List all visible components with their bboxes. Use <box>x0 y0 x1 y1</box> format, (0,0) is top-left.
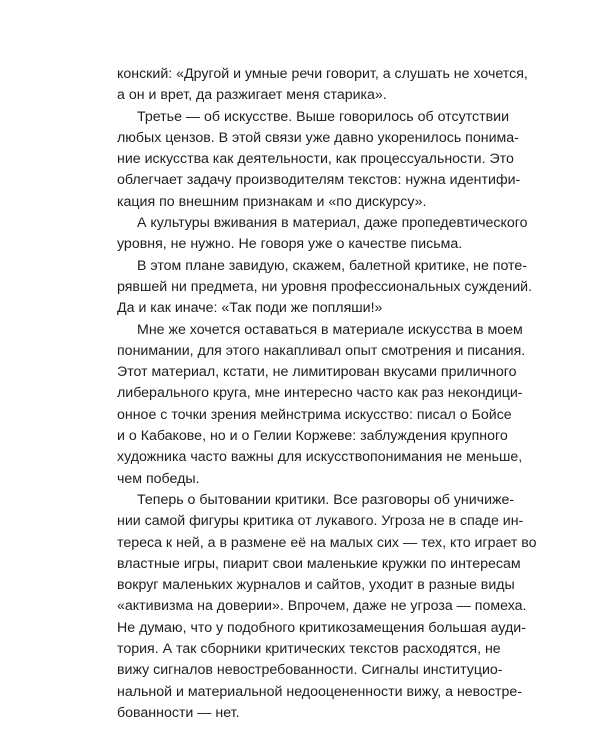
text-line: либерального круга, мне интересно часто как раз некондици- <box>117 385 523 402</box>
text-line: властные игры, пиарит свои маленькие кружки по интересам <box>117 555 521 572</box>
text-line: уровня, не нужно. Не говоря уже о качестве письма. <box>117 236 463 253</box>
text-line: А культуры вживания в материал, даже пропедевтического <box>137 215 528 232</box>
text-line: нальной и материальной недооцененности вижу, а невостре- <box>117 683 523 700</box>
text-line: Третье — об искусстве. Выше говорилось об отсутствии <box>137 108 509 125</box>
text-line: «активизма на доверии». Впрочем, даже не угроза — помеха. <box>117 598 527 615</box>
text-line: конский: «Другой и умные речи говорит, а слушать не хочется, <box>117 66 528 82</box>
text-line: тереса к ней, а в размене её на малых сих — тех, кто играет во <box>117 534 537 551</box>
text-line: вижу сигналов невостребованности. Сигналы институцио- <box>117 662 503 679</box>
text-line: художника часто важны для искусствопонимания не меньше, <box>117 449 523 466</box>
text-line: онное с точки зрения мейнстрима искусство: писал о Бойсе <box>117 406 512 423</box>
text-line: В этом плане завидую, скажем, балетной критике, не поте- <box>137 257 527 274</box>
text-line: вокруг маленьких журналов и сайтов, уходит в разные виды <box>117 577 515 594</box>
text-line: Не думаю, что у подобного критикозамещения большая ауди- <box>117 619 526 636</box>
text-line: Теперь о бытовании критики. Все разговоры об уничиже- <box>137 491 515 508</box>
text-line: и о Кабакове, но и о Гелии Коржеве: заблуждения крупного <box>117 428 508 445</box>
text-line: кация по внешним признакам и «по дискурсу». <box>117 193 427 210</box>
text-line: облегчает задачу производителям текстов: нужна идентифи- <box>117 172 521 189</box>
text-line: ние искусства как деятельности, как процессуальности. Это <box>117 151 514 168</box>
text-line: рявшей ни предмета, ни уровня профессиональных суждений. <box>117 278 533 295</box>
text-line: нии самой фигуры критика от лукавого. Угроза не в спаде ин- <box>117 513 524 530</box>
text-line: бованности — нет. <box>117 704 240 721</box>
body-text <box>117 64 537 724</box>
text-line: любых цензов. В этой связи уже давно укоренилось понима- <box>117 129 519 146</box>
text-line: Мне же хочется оставаться в материале искусства в моем <box>137 321 523 338</box>
text-line: тория. А так сборники критических текстов расходятся, не <box>117 641 501 658</box>
text-line: Этот материал, кстати, не лимитирован вкусами приличного <box>117 364 517 381</box>
text-line: понимании, для этого накапливал опыт смотрения и писания. <box>117 342 526 359</box>
text-line: Да и как иначе: «Так поди же попляши!» <box>117 300 383 317</box>
text-line: а он и врет, да разжигает меня старика». <box>117 87 387 104</box>
text-line: чем победы. <box>117 470 200 487</box>
